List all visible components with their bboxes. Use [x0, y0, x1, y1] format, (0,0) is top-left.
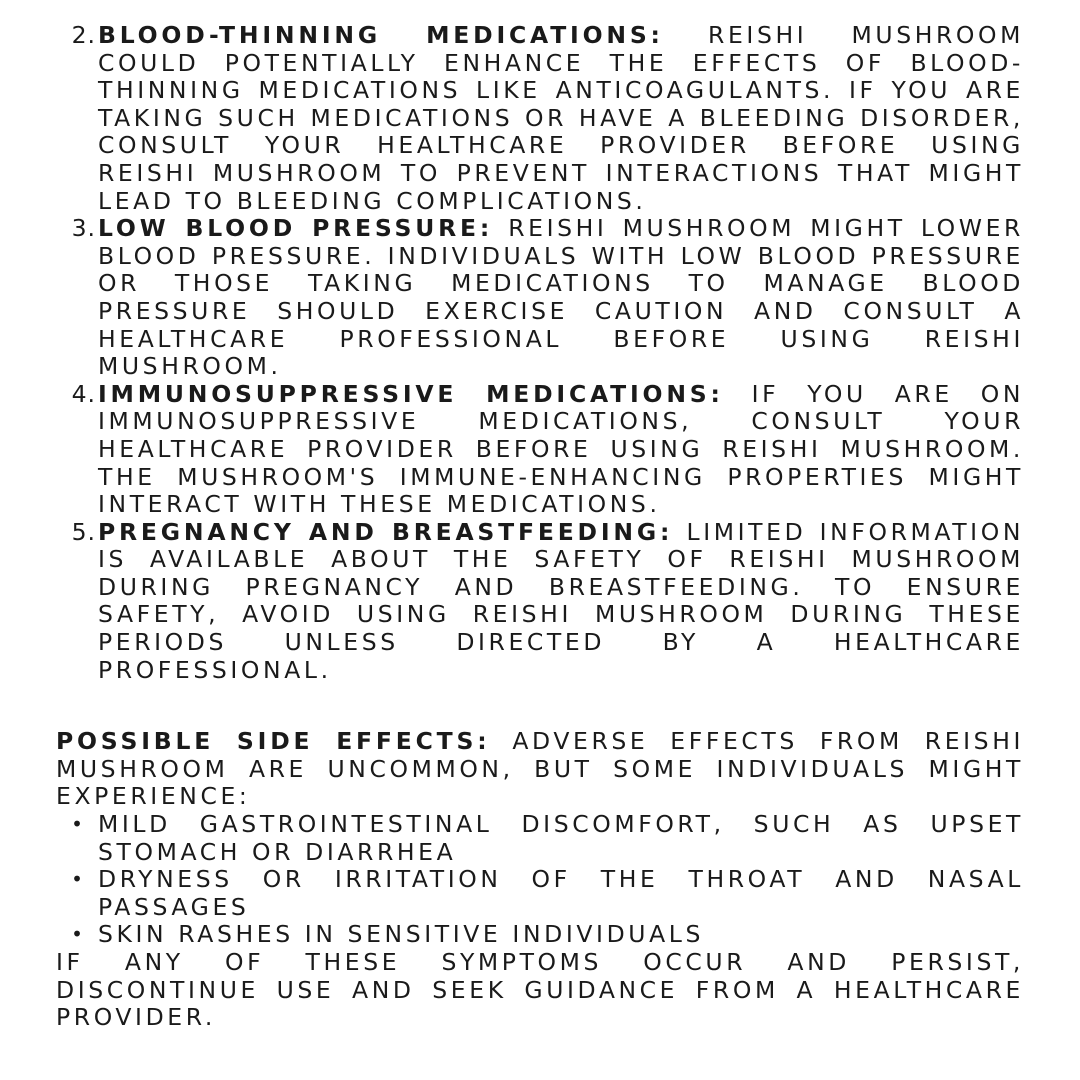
numbered-list: [56, 22, 1024, 684]
list-item-heading: PREGNANCY AND BREASTFEEDING:: [98, 517, 674, 546]
list-item-number: 3.: [71, 214, 96, 243]
list-item-body: [98, 381, 1024, 519]
list-item-text: REISHI MUSHROOM MIGHT LOWER BLOOD PRESSURE. INDIVIDUALS WITH LOW BLOOD PRESSURE OR THOSE TAKING MEDICATIONS TO MANAGE BLOOD PRESSURE SHOULD EXERCISE CAUTION AND CONSULT A HEALTHCARE PROFESSIONAL BEFORE USING REISHI MUSHROOM.: [98, 214, 1024, 381]
side-effects-intro-text: ADVERSE EFFECTS FROM REISHI MUSHROOM ARE UNCOMMON, BUT SOME INDIVIDUALS MIGHT EXPERIENCE:: [56, 727, 1024, 811]
bullet-text: MILD GASTROINTESTINAL DISCOMFORT, SUCH AS UPSET STOMACH OR DIARRHEA: [98, 810, 1024, 866]
bullet-icon: •: [71, 812, 83, 837]
list-item: [56, 519, 1024, 685]
bullet-item: [56, 811, 1024, 866]
list-item-number: 4.: [71, 379, 96, 408]
bullet-item: [56, 921, 1024, 949]
list-item-body: [98, 215, 1024, 381]
list-item: [56, 215, 1024, 381]
bullet-text: SKIN RASHES IN SENSITIVE INDIVIDUALS: [98, 920, 704, 949]
list-item-text: REISHI MUSHROOM COULD POTENTIALLY ENHANCE THE EFFECTS OF BLOOD-THINNING MEDICATIONS LIKE ANTICOAGULANTS. IF YOU ARE TAKING SUCH MEDICATIONS OR HAVE A BLEEDING DISORDER, CONSULT YOUR HEALTHCARE PROVIDER BEFORE USING REISHI MUSHROOM TO PREVENT INTERACTIONS THAT MIGHT LEAD TO BLEEDING COMPLICATIONS.: [98, 21, 1024, 215]
bullet-item: [56, 866, 1024, 921]
bullet-icon: •: [71, 922, 83, 947]
list-item-body: [98, 519, 1024, 685]
section-spacer: [56, 684, 1024, 728]
list-item-number: 2.: [71, 21, 96, 49]
side-effects-heading: POSSIBLE SIDE EFFECTS:: [56, 727, 491, 756]
side-effects-closing: IF ANY OF THESE SYMPTOMS OCCUR AND PERSIST, DISCONTINUE USE AND SEEK GUIDANCE FROM A HEALTHCARE PROVIDER.: [56, 948, 1024, 1032]
list-item: [56, 381, 1024, 519]
side-effects-list: [56, 811, 1024, 949]
list-item-heading: BLOOD-THINNING MEDICATIONS:: [98, 21, 664, 49]
list-item-text: IF YOU ARE ON IMMUNOSUPPRESSIVE MEDICATIONS, CONSULT YOUR HEALTHCARE PROVIDER BEFORE USING REISHI MUSHROOM. THE MUSHROOM'S IMMUNE-ENHANCING PROPERTIES MIGHT INTERACT WITH THESE MEDICATIONS.: [98, 379, 1024, 519]
list-item-heading: IMMUNOSUPPRESSIVE MEDICATIONS:: [98, 379, 724, 408]
list-item-text: LIMITED INFORMATION IS AVAILABLE ABOUT THE SAFETY OF REISHI MUSHROOM DURING PREGNANCY AND BREASTFEEDING. TO ENSURE SAFETY, AVOID USING REISHI MUSHROOM DURING THESE PERIODS UNLESS DIRECTED BY A HEALTHCARE PROFESSIONAL.: [98, 517, 1024, 684]
list-item: [56, 22, 1024, 215]
document-page: [56, 22, 1024, 1032]
list-item-body: [98, 22, 1024, 215]
side-effects-intro: [56, 728, 1024, 811]
list-item-number: 5.: [71, 517, 96, 546]
bullet-icon: •: [71, 867, 83, 892]
bullet-text: DRYNESS OR IRRITATION OF THE THROAT AND NASAL PASSAGES: [98, 865, 1024, 921]
list-item-heading: LOW BLOOD PRESSURE:: [98, 214, 494, 243]
